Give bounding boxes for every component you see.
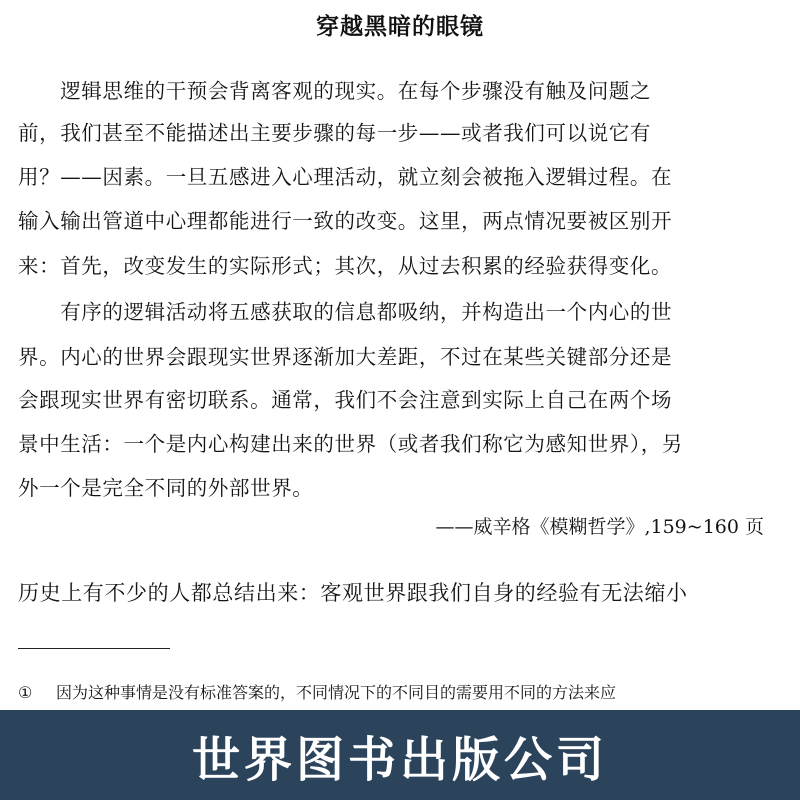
publisher-banner [0, 710, 800, 800]
paragraph-2-line-2: 界。内心的世界会跟现实世界逐渐加大差距，不过在某些关键部分还是 [18, 345, 673, 369]
footnote-text: 因为这种事情是没有标准答案的，不同情况下的不同目的需要用不同的方法来应 [56, 683, 617, 702]
paragraph-1-line-5: 来：首先，改变发生的实际形式；其次，从过去积累的经验获得变化。 [18, 254, 673, 278]
paragraph-2-line-4: 景中生活：一个是内心构建出来的世界（或者我们称它为感知世界），另 [18, 432, 683, 456]
paragraph-2-line-5: 外一个是完全不同的外部世界。 [18, 476, 314, 500]
citation: ——威辛格《模糊哲学》,159~160 页 [435, 516, 764, 538]
footnote-marker: ① [18, 683, 33, 702]
paragraph-2-line-1: 有序的逻辑活动将五感获取的信息都吸纳，并构造出一个内心的世 [18, 300, 673, 324]
footnote [18, 680, 616, 703]
footnote-divider [18, 648, 170, 649]
paragraph-1-line-2: 前，我们甚至不能描述出主要步骤的每一步——或者我们可以说它有 [18, 121, 651, 145]
continuation-text: 历史上有不少的人都总结出来：客观世界跟我们自身的经验有无法缩小 [18, 581, 688, 605]
paragraph-1-line-1: 逻辑思维的干预会背离客观的现实。在每个步骤没有触及问题之 [18, 79, 651, 103]
publisher-name: 世界图书出版公司 [191, 731, 608, 788]
paragraph-1-line-4: 输入输出管道中心理都能进行一致的改变。这里，两点情况要被区别开 [18, 209, 673, 233]
paragraph-1-line-3: 用？——因素。一旦五感进入心理活动，就立刻会被拖入逻辑过程。在 [18, 165, 673, 189]
paragraph-2-line-3: 会跟现实世界有密切联系。通常，我们不会注意到实际上自己在两个场 [18, 388, 673, 412]
page-title: 穿越黑暗的眼镜 [316, 14, 484, 40]
